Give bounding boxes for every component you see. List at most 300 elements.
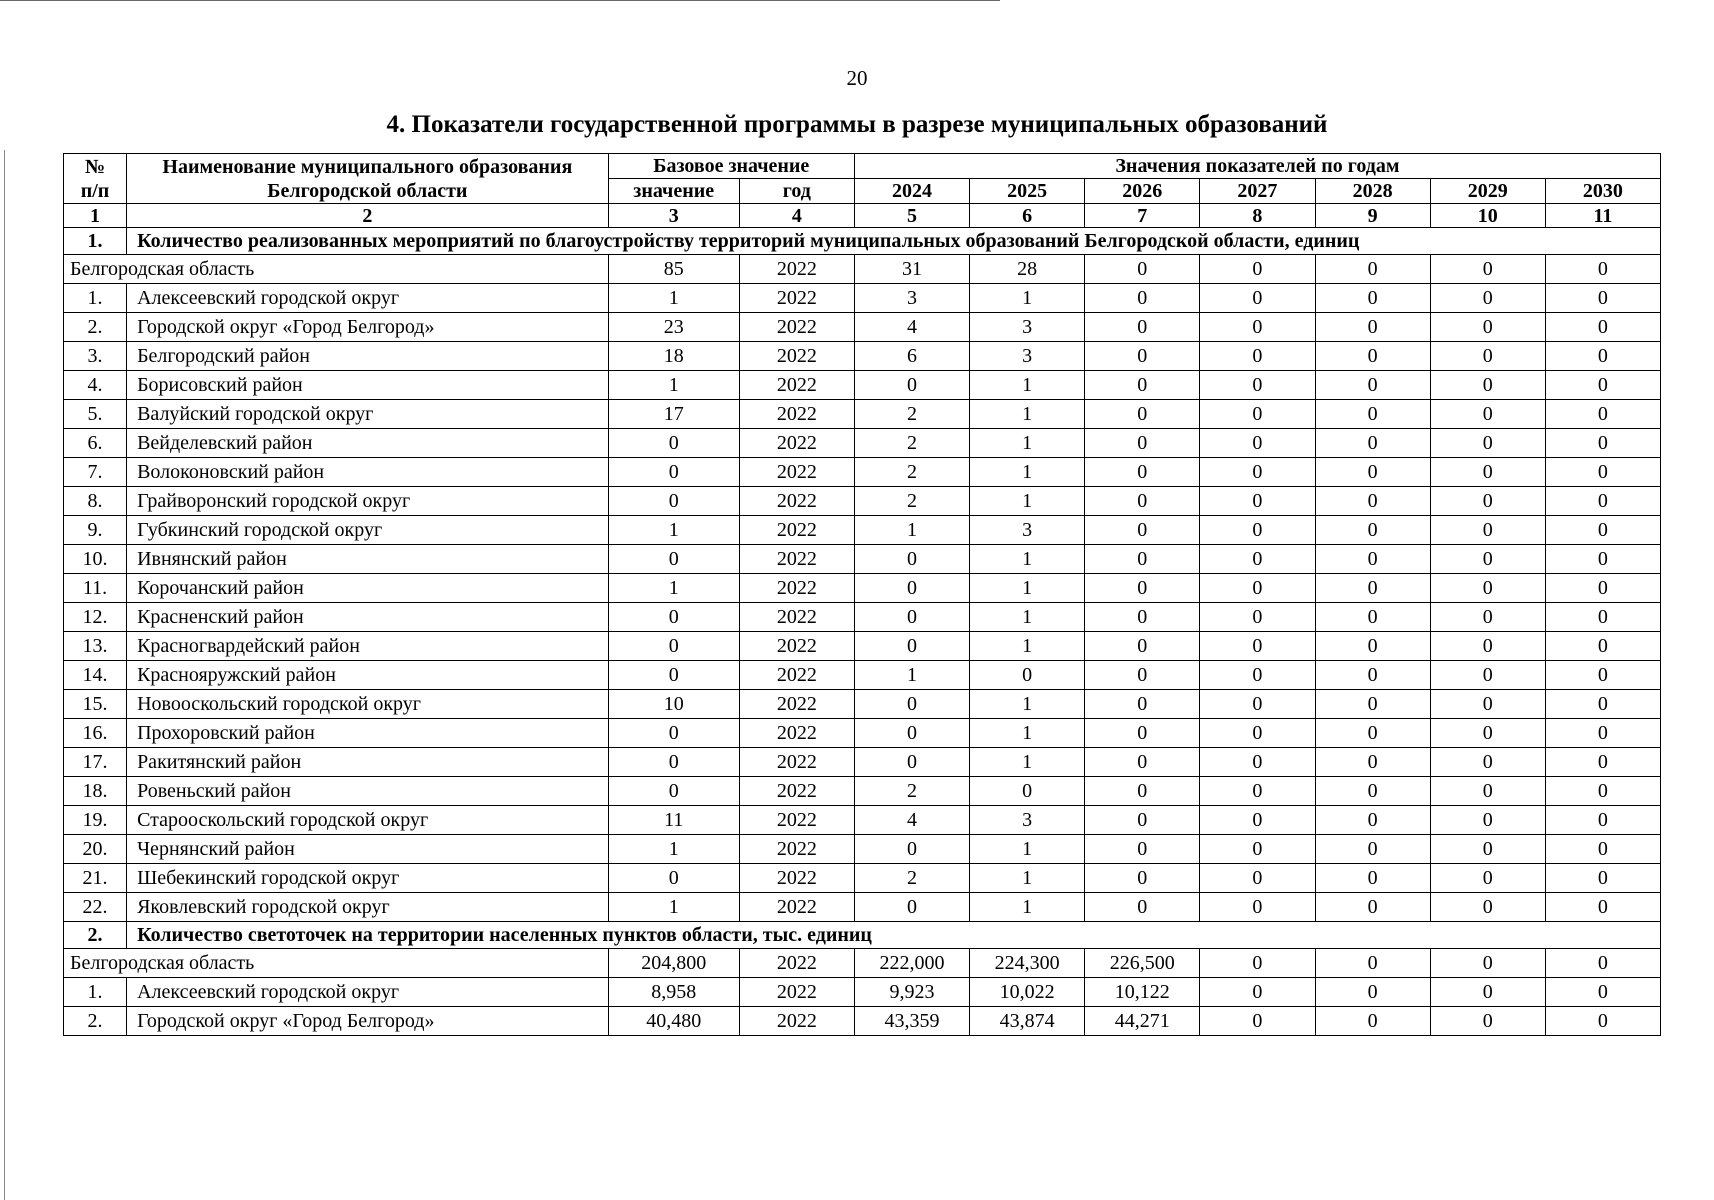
row-number: 2. (64, 1007, 127, 1036)
row-number: 13. (64, 632, 127, 661)
year-value-cell: 10,022 (970, 978, 1085, 1007)
municipality-name: Шебекинский городской округ (127, 864, 609, 893)
base-year-cell: 2022 (739, 1007, 854, 1036)
municipality-name: Городской округ «Город Белгород» (127, 313, 609, 342)
year-value-cell: 0 (1430, 1007, 1545, 1036)
year-value-cell: 1 (854, 661, 969, 690)
header-name-line1: Наименование муниципального образования (162, 155, 573, 178)
row-number: 9. (64, 516, 127, 545)
year-value-cell: 0 (1430, 429, 1545, 458)
header-num-line2: п/п (80, 179, 110, 202)
year-value-cell: 1 (970, 574, 1085, 603)
year-value-cell: 0 (854, 632, 969, 661)
municipality-name: Белгородский район (127, 342, 609, 371)
year-value-cell: 0 (1200, 719, 1315, 748)
year-value-cell: 0 (1315, 487, 1430, 516)
year-value-cell: 43,359 (854, 1007, 969, 1036)
year-value-cell: 0 (1545, 371, 1660, 400)
base-value-cell: 0 (608, 545, 739, 574)
year-value-cell: 0 (1430, 893, 1545, 922)
year-value-cell: 0 (1545, 603, 1660, 632)
year-value-cell: 0 (1200, 949, 1315, 978)
table-row (64, 429, 1661, 458)
column-number: 1 (64, 204, 127, 228)
base-year-cell: 2022 (739, 835, 854, 864)
municipality-name: Алексеевский городской округ (127, 284, 609, 313)
year-value-cell: 0 (1085, 661, 1200, 690)
scan-edge-top (0, 0, 1000, 1)
year-value-cell: 0 (1545, 516, 1660, 545)
base-value-cell: 1 (608, 574, 739, 603)
year-value-cell: 0 (1085, 632, 1200, 661)
municipality-name: Яковлевский городской округ (127, 893, 609, 922)
year-value-cell: 0 (1200, 632, 1315, 661)
year-value-cell: 0 (1085, 777, 1200, 806)
row-number: 20. (64, 835, 127, 864)
year-value-cell: 0 (1545, 893, 1660, 922)
year-value-cell: 31 (854, 255, 969, 284)
year-value-cell: 0 (1430, 458, 1545, 487)
municipality-name: Ивнянский район (127, 545, 609, 574)
year-value-cell: 0 (1315, 893, 1430, 922)
municipality-name: Краснояружский район (127, 661, 609, 690)
year-value-cell: 0 (1545, 487, 1660, 516)
table-row (64, 632, 1661, 661)
year-value-cell: 0 (1545, 661, 1660, 690)
year-value-cell: 1 (970, 371, 1085, 400)
year-value-cell: 1 (970, 400, 1085, 429)
year-value-cell: 0 (1085, 516, 1200, 545)
year-value-cell: 0 (1430, 371, 1545, 400)
table-row (64, 603, 1661, 632)
year-value-cell: 0 (1430, 342, 1545, 371)
header-year: 2028 (1315, 179, 1430, 204)
year-value-cell: 0 (1430, 516, 1545, 545)
table-row (64, 574, 1661, 603)
base-year-cell: 2022 (739, 255, 854, 284)
year-value-cell: 0 (1200, 342, 1315, 371)
header-year: 2026 (1085, 179, 1200, 204)
year-value-cell: 0 (1200, 690, 1315, 719)
year-value-cell: 1 (970, 835, 1085, 864)
base-value-cell: 1 (608, 516, 739, 545)
year-value-cell: 0 (1315, 748, 1430, 777)
row-number: 22. (64, 893, 127, 922)
year-value-cell: 0 (1545, 690, 1660, 719)
year-value-cell: 43,874 (970, 1007, 1085, 1036)
section-number: 1. (64, 228, 127, 255)
municipality-name: Борисовский район (127, 371, 609, 400)
year-value-cell: 222,000 (854, 949, 969, 978)
year-value-cell: 0 (1200, 893, 1315, 922)
year-value-cell: 0 (854, 371, 969, 400)
year-value-cell: 0 (1085, 429, 1200, 458)
column-number: 6 (970, 204, 1085, 228)
column-number: 4 (739, 204, 854, 228)
base-value-cell: 0 (608, 661, 739, 690)
header-row-1 (64, 154, 1661, 179)
year-value-cell: 0 (1545, 777, 1660, 806)
municipality-name: Старооскольский городской округ (127, 806, 609, 835)
header-year: 2030 (1545, 179, 1660, 204)
header-name (127, 154, 609, 204)
table-row (64, 835, 1661, 864)
municipality-name: Алексеевский городской округ (127, 978, 609, 1007)
year-value-cell: 0 (1085, 748, 1200, 777)
row-number: 11. (64, 574, 127, 603)
year-value-cell: 0 (1200, 516, 1315, 545)
base-value-cell: 17 (608, 400, 739, 429)
year-value-cell: 0 (1315, 632, 1430, 661)
column-number: 10 (1430, 204, 1545, 228)
row-number: 18. (64, 777, 127, 806)
year-value-cell: 0 (1315, 313, 1430, 342)
year-value-cell: 2 (854, 400, 969, 429)
base-year-cell: 2022 (739, 690, 854, 719)
base-year-cell: 2022 (739, 487, 854, 516)
year-value-cell: 0 (1200, 864, 1315, 893)
year-value-cell: 0 (1315, 1007, 1430, 1036)
year-value-cell: 0 (1200, 255, 1315, 284)
header-base-year: год (739, 179, 854, 204)
year-value-cell: 0 (1085, 835, 1200, 864)
year-value-cell: 0 (1200, 574, 1315, 603)
base-value-cell: 0 (608, 603, 739, 632)
base-value-cell: 11 (608, 806, 739, 835)
municipality-name: Корочанский район (127, 574, 609, 603)
year-value-cell: 2 (854, 864, 969, 893)
base-value-cell: 0 (608, 719, 739, 748)
table-row (64, 978, 1661, 1007)
row-number: 10. (64, 545, 127, 574)
column-number: 5 (854, 204, 969, 228)
year-value-cell: 0 (1430, 748, 1545, 777)
municipality-name: Городской округ «Город Белгород» (127, 1007, 609, 1036)
year-value-cell: 0 (1085, 342, 1200, 371)
row-number: 1. (64, 284, 127, 313)
year-value-cell: 0 (1315, 400, 1430, 429)
base-year-cell: 2022 (739, 458, 854, 487)
year-value-cell: 28 (970, 255, 1085, 284)
year-value-cell: 0 (854, 748, 969, 777)
page-number: 20 (846, 66, 868, 90)
base-value-cell: 10 (608, 690, 739, 719)
year-value-cell: 0 (854, 893, 969, 922)
municipality-name: Грайворонский городской округ (127, 487, 609, 516)
year-value-cell: 0 (1085, 313, 1200, 342)
year-value-cell: 0 (1085, 487, 1200, 516)
table-row (64, 864, 1661, 893)
year-value-cell: 3 (970, 313, 1085, 342)
year-value-cell: 0 (1085, 603, 1200, 632)
base-value-cell: 23 (608, 313, 739, 342)
base-year-cell: 2022 (739, 371, 854, 400)
base-year-cell: 2022 (739, 893, 854, 922)
year-value-cell: 0 (1430, 661, 1545, 690)
municipality-name: Волоконовский район (127, 458, 609, 487)
year-value-cell: 0 (1200, 978, 1315, 1007)
year-value-cell: 226,500 (1085, 949, 1200, 978)
row-number: 14. (64, 661, 127, 690)
year-value-cell: 0 (1545, 255, 1660, 284)
base-value-cell: 0 (608, 632, 739, 661)
year-value-cell: 1 (970, 429, 1085, 458)
base-year-cell: 2022 (739, 632, 854, 661)
base-year-cell: 2022 (739, 313, 854, 342)
year-value-cell: 0 (1085, 690, 1200, 719)
row-number: 8. (64, 487, 127, 516)
table-row (64, 516, 1661, 545)
base-year-cell: 2022 (739, 777, 854, 806)
year-value-cell: 0 (1430, 978, 1545, 1007)
base-year-cell: 2022 (739, 978, 854, 1007)
municipality-name: Ровеньский район (127, 777, 609, 806)
year-value-cell: 0 (1545, 313, 1660, 342)
year-value-cell: 0 (1545, 978, 1660, 1007)
year-value-cell: 0 (1200, 487, 1315, 516)
year-value-cell: 0 (1085, 574, 1200, 603)
year-value-cell: 0 (1315, 978, 1430, 1007)
row-number: 3. (64, 342, 127, 371)
document-title: 4. Показатели государственной программы в разрезе муниципальных образований (386, 111, 1328, 138)
year-value-cell: 0 (1430, 255, 1545, 284)
year-value-cell: 0 (1430, 545, 1545, 574)
year-value-cell: 0 (1200, 284, 1315, 313)
base-value-cell: 8,958 (608, 978, 739, 1007)
year-value-cell: 0 (1545, 719, 1660, 748)
table-row (64, 400, 1661, 429)
municipality-name: Красненский район (127, 603, 609, 632)
year-value-cell: 0 (1085, 284, 1200, 313)
base-year-cell: 2022 (739, 661, 854, 690)
year-value-cell: 0 (1545, 342, 1660, 371)
table-row (64, 342, 1661, 371)
base-value-cell: 0 (608, 487, 739, 516)
year-value-cell: 0 (1315, 574, 1430, 603)
year-value-cell: 0 (1545, 806, 1660, 835)
section-title: Количество реализованных мероприятий по благоустройству территорий муниципальных образований Белгородской области, единиц (127, 228, 1661, 255)
year-value-cell: 0 (1085, 806, 1200, 835)
year-value-cell: 0 (1085, 893, 1200, 922)
base-value-cell: 204,800 (608, 949, 739, 978)
year-value-cell: 0 (1085, 400, 1200, 429)
year-value-cell: 1 (970, 603, 1085, 632)
header-year: 2029 (1430, 179, 1545, 204)
base-year-cell: 2022 (739, 719, 854, 748)
base-year-cell: 2022 (739, 574, 854, 603)
column-number: 7 (1085, 204, 1200, 228)
table-row (64, 777, 1661, 806)
base-value-cell: 18 (608, 342, 739, 371)
year-value-cell: 1 (970, 893, 1085, 922)
year-value-cell: 1 (970, 487, 1085, 516)
year-value-cell: 0 (854, 545, 969, 574)
base-value-cell: 1 (608, 893, 739, 922)
year-value-cell: 0 (1315, 777, 1430, 806)
year-value-cell: 0 (1315, 835, 1430, 864)
region-total-row (64, 255, 1661, 284)
year-value-cell: 0 (1315, 545, 1430, 574)
year-value-cell: 0 (1545, 748, 1660, 777)
year-value-cell: 0 (1085, 458, 1200, 487)
header-year: 2024 (854, 179, 969, 204)
year-value-cell: 0 (1430, 864, 1545, 893)
table-row (64, 661, 1661, 690)
base-value-cell: 0 (608, 458, 739, 487)
table-row (64, 545, 1661, 574)
region-total-row (64, 949, 1661, 978)
year-value-cell: 0 (1545, 949, 1660, 978)
base-year-cell: 2022 (739, 603, 854, 632)
year-value-cell: 0 (1545, 574, 1660, 603)
header-num-line1: № (84, 155, 106, 178)
header-base-group: Базовое значение (608, 154, 854, 179)
base-year-cell: 2022 (739, 545, 854, 574)
year-value-cell: 0 (1430, 949, 1545, 978)
year-value-cell: 10,122 (1085, 978, 1200, 1007)
year-value-cell: 0 (970, 661, 1085, 690)
base-year-cell: 2022 (739, 400, 854, 429)
year-value-cell: 0 (1545, 400, 1660, 429)
base-value-cell: 0 (608, 748, 739, 777)
scan-edge-left (4, 150, 5, 1200)
municipality-name: Чернянский район (127, 835, 609, 864)
year-value-cell: 0 (1315, 661, 1430, 690)
year-value-cell: 0 (1315, 603, 1430, 632)
table-row (64, 284, 1661, 313)
year-value-cell: 0 (1200, 545, 1315, 574)
year-value-cell: 0 (1085, 545, 1200, 574)
table-row (64, 748, 1661, 777)
header-base-value: значение (608, 179, 739, 204)
year-value-cell: 1 (854, 516, 969, 545)
year-value-cell: 0 (1545, 545, 1660, 574)
year-value-cell: 0 (1200, 429, 1315, 458)
base-year-cell: 2022 (739, 516, 854, 545)
year-value-cell: 1 (970, 864, 1085, 893)
year-value-cell: 0 (1315, 429, 1430, 458)
base-value-cell: 1 (608, 284, 739, 313)
year-value-cell: 0 (1200, 400, 1315, 429)
header-year: 2027 (1200, 179, 1315, 204)
year-value-cell: 1 (970, 719, 1085, 748)
year-value-cell: 0 (1430, 313, 1545, 342)
year-value-cell: 0 (1200, 603, 1315, 632)
year-value-cell: 0 (1315, 342, 1430, 371)
year-value-cell: 0 (1200, 661, 1315, 690)
section-header-row (64, 228, 1661, 255)
table-row (64, 893, 1661, 922)
row-number: 21. (64, 864, 127, 893)
row-number: 6. (64, 429, 127, 458)
base-value-cell: 0 (608, 864, 739, 893)
table-body (64, 204, 1661, 1036)
base-year-cell: 2022 (739, 429, 854, 458)
row-number: 19. (64, 806, 127, 835)
year-value-cell: 0 (1430, 835, 1545, 864)
base-value-cell: 1 (608, 835, 739, 864)
year-value-cell: 1 (970, 748, 1085, 777)
row-number: 5. (64, 400, 127, 429)
column-number: 3 (608, 204, 739, 228)
year-value-cell: 3 (970, 342, 1085, 371)
base-year-cell: 2022 (739, 342, 854, 371)
year-value-cell: 1 (970, 545, 1085, 574)
base-value-cell: 0 (608, 777, 739, 806)
year-value-cell: 1 (970, 632, 1085, 661)
year-value-cell: 0 (1545, 284, 1660, 313)
year-value-cell: 0 (1545, 864, 1660, 893)
indicators-table (63, 153, 1661, 1036)
year-value-cell: 0 (854, 690, 969, 719)
year-value-cell: 2 (854, 487, 969, 516)
table-row (64, 806, 1661, 835)
year-value-cell: 0 (1200, 313, 1315, 342)
section-number: 2. (64, 922, 127, 949)
year-value-cell: 0 (1085, 255, 1200, 284)
year-value-cell: 0 (1545, 429, 1660, 458)
year-value-cell: 3 (970, 806, 1085, 835)
year-value-cell: 3 (970, 516, 1085, 545)
header-num (64, 154, 127, 204)
year-value-cell: 0 (1315, 690, 1430, 719)
year-value-cell: 0 (1430, 284, 1545, 313)
year-value-cell: 44,271 (1085, 1007, 1200, 1036)
column-number: 9 (1315, 204, 1430, 228)
year-value-cell: 0 (1200, 371, 1315, 400)
section-header-row (64, 922, 1661, 949)
year-value-cell: 0 (1315, 255, 1430, 284)
year-value-cell: 0 (1315, 949, 1430, 978)
year-value-cell: 1 (970, 690, 1085, 719)
year-value-cell: 0 (1430, 690, 1545, 719)
table-row (64, 1007, 1661, 1036)
base-value-cell: 40,480 (608, 1007, 739, 1036)
row-number: 17. (64, 748, 127, 777)
base-value-cell: 0 (608, 429, 739, 458)
year-value-cell: 0 (1430, 487, 1545, 516)
year-value-cell: 1 (970, 458, 1085, 487)
year-value-cell: 1 (970, 284, 1085, 313)
year-value-cell: 0 (1430, 400, 1545, 429)
year-value-cell: 0 (854, 574, 969, 603)
municipality-name: Валуйский городской округ (127, 400, 609, 429)
year-value-cell: 0 (1430, 632, 1545, 661)
year-value-cell: 2 (854, 458, 969, 487)
year-value-cell: 0 (1430, 603, 1545, 632)
year-value-cell: 0 (1545, 458, 1660, 487)
year-value-cell: 0 (1315, 516, 1430, 545)
municipality-name: Прохоровский район (127, 719, 609, 748)
base-year-cell: 2022 (739, 284, 854, 313)
year-value-cell: 0 (1085, 719, 1200, 748)
year-value-cell: 0 (1545, 1007, 1660, 1036)
header-year: 2025 (970, 179, 1085, 204)
year-value-cell: 0 (1085, 864, 1200, 893)
year-value-cell: 4 (854, 806, 969, 835)
year-value-cell: 0 (970, 777, 1085, 806)
base-value-cell: 1 (608, 371, 739, 400)
year-value-cell: 0 (1200, 458, 1315, 487)
year-value-cell: 2 (854, 777, 969, 806)
row-number: 16. (64, 719, 127, 748)
table-row (64, 458, 1661, 487)
year-value-cell: 0 (1430, 806, 1545, 835)
header-name-line2: Белгородской области (267, 179, 468, 202)
row-number: 12. (64, 603, 127, 632)
year-value-cell: 6 (854, 342, 969, 371)
base-year-cell: 2022 (739, 806, 854, 835)
